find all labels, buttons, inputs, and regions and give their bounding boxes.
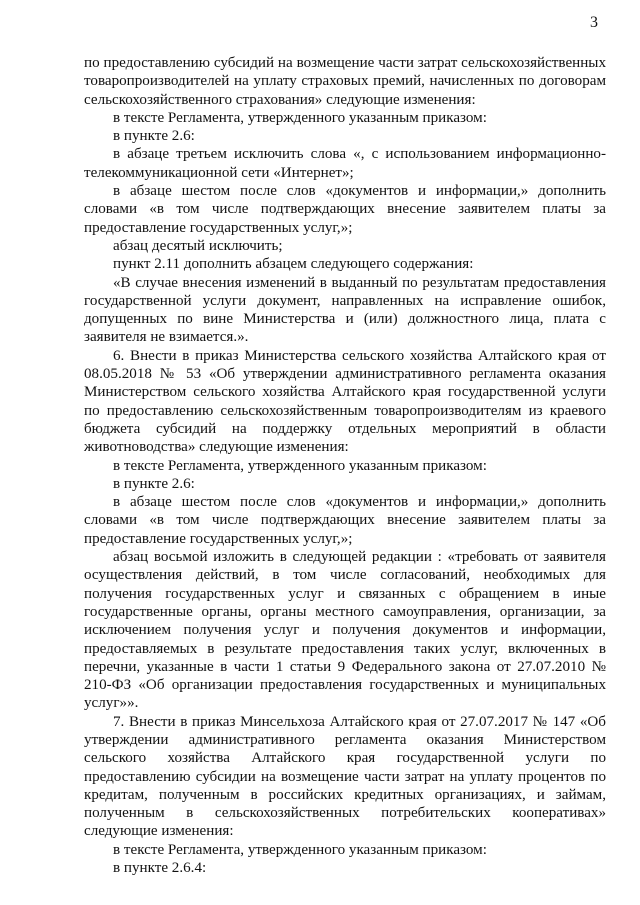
paragraph: в абзаце шестом после слов «документов и информации,» дополнить словами «в том числе подтверждающих внесение заявителем платы за предоставление государственных услуг,»;	[84, 183, 606, 236]
paragraph: в пункте 2.6:	[113, 128, 195, 145]
paragraph: 7. Внести в приказ Минсельхоза Алтайского края от 27.07.2017 № 147 «Об утверждении административного регламента оказания Министерством сельского хозяйства Алтайского края государственной услуги по предоставлению субсидии на возмещение части затрат на уплату процентов по кредитам, полученным в российских кредитных организациях, и займам, полученным в сельскохозяйственных потребительских кооперативах» следующие изменения:	[84, 713, 606, 840]
paragraph: в абзаце третьем исключить слова «, с использованием информационно-телекоммуникационной сети «Интернет»;	[84, 146, 606, 181]
paragraph: «В случае внесения изменений в выданный по результатам предоставления государственной услуги документ, направленных на исправление ошибок, допущенных по вине Министерства и (или) должностного лица, плата с заявителя не взимается.».	[84, 274, 606, 346]
paragraph: 6. Внести в приказ Министерства сельского хозяйства Алтайского края от 08.05.2018 № 53 «Об утверждении административного регламента оказания Министерством сельского хозяйства Алтайского края государственной услуги по предоставлению сельскохозяйственным товаропроизводителям из краевого бюджета субсидий на поддержку отдельных мероприятий в области животноводства» следующие изменения:	[84, 347, 606, 456]
paragraph: в пункте 2.6.4:	[113, 860, 207, 877]
paragraph: пункт 2.11 дополнить абзацем следующего содержания:	[113, 256, 474, 273]
paragraph: в тексте Регламента, утвержденного указанным приказом:	[113, 457, 487, 474]
paragraph: в тексте Регламента, утвержденного указанным приказом:	[113, 841, 487, 858]
paragraph: в тексте Регламента, утвержденного указанным приказом:	[113, 109, 487, 126]
document-body	[84, 54, 606, 877]
paragraph: абзац десятый исключить;	[113, 237, 283, 254]
paragraph: в абзаце шестом после слов «документов и информации,» дополнить словами «в том числе подтверждающих внесение заявителем платы за предоставление государственных услуг,»;	[84, 494, 606, 547]
page-number: 3	[590, 14, 598, 31]
paragraph: абзац восьмой изложить в следующей редакции : «требовать от заявителя осуществления действий, в том числе согласований, необходимых для получения государственных услуг и связанных с обращением в иные государственные органы, органы местного самоуправления, организации, за исключением получения услуг и получения документов и информации, предоставляемых в результате предоставления таких услуг, включенных в перечни, указанные в части 1 статьи 9 Федерального закона от 27.07.2010 № 210-ФЗ «Об организации предоставления государственных и муниципальных услуг»».	[84, 549, 606, 712]
paragraph: в пункте 2.6:	[113, 475, 195, 492]
paragraph: по предоставлению субсидий на возмещение части затрат сельскохозяйственных товаропроизводителей на уплату страховых премий, начисленных по договорам сельскохозяйственного страхования» следующие изменения:	[84, 55, 606, 108]
